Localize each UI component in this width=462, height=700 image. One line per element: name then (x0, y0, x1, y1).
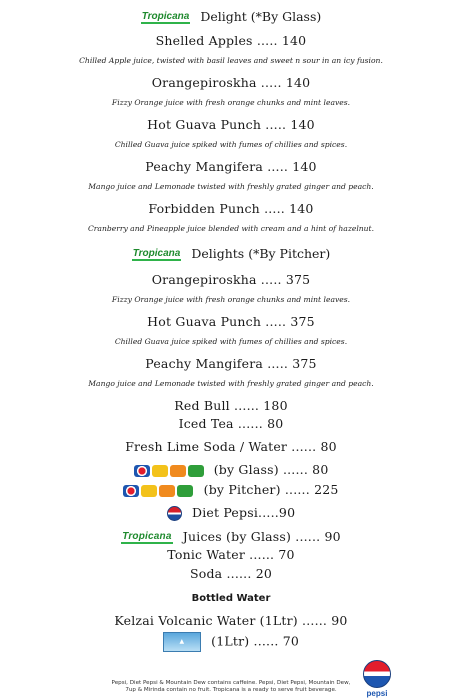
7up-logo-icon (141, 485, 157, 497)
soft-drink-logos (123, 485, 193, 497)
item-text: (1Ltr) ...... 70 (211, 633, 300, 649)
mirinda-logo-icon (170, 465, 186, 477)
menu-item-red-bull: Red Bull ...... 180 (174, 398, 288, 413)
soft-drink-logos (134, 465, 204, 477)
item-text: (by Pitcher) ...... 225 (203, 482, 339, 497)
menu-item: Shelled Apples ..... 140 (155, 33, 307, 48)
menu-item-himalayan (0, 632, 462, 652)
menu-item-kelzai: Kelzai Volcanic Water (1Ltr) ...... 90 (114, 613, 348, 628)
menu-item-soft-drinks-glass (0, 462, 462, 477)
section-heading-glass (0, 9, 462, 24)
item-description: Chilled Guava juice spiked with fumes of chillies and spices. (114, 337, 348, 346)
pepsi-globe-icon (363, 660, 391, 688)
tropicana-logo: Tropicana (122, 531, 172, 542)
mountain-dew-logo-icon (188, 465, 204, 477)
item-text: Juices (by Glass) ...... 90 (182, 529, 341, 544)
pepsi-logo-icon (123, 485, 139, 497)
footer-line: Pepsi, Diet Pepsi & Mountain Dew contains caffeine. Pepsi, Diet Pepsi, Mountain Dew, (111, 680, 351, 686)
mountain-dew-logo-icon (177, 485, 193, 497)
pepsi-globe-icon (167, 506, 182, 521)
pepsi-brand-logo (355, 660, 399, 698)
section-heading-pitcher (0, 246, 462, 261)
footer-line: 7up & Mirinda contain no fruit. Tropicana is a ready to serve fruit beverage. (125, 687, 337, 693)
item-description: Mango juice and Lemonade twisted with freshly grated ginger and peach. (88, 379, 374, 388)
item-description: Fizzy Orange juice with fresh orange chunks and mint leaves. (111, 98, 351, 107)
water-brand-logo-icon: ▲ (163, 632, 201, 652)
menu-item-soft-drinks-pitcher (0, 482, 462, 497)
menu-item: Peachy Mangifera ..... 375 (145, 356, 317, 371)
menu-item: Forbidden Punch ..... 140 (148, 201, 314, 216)
7up-logo-icon (152, 465, 168, 477)
section-title: Delight (*By Glass) (200, 9, 322, 24)
item-text: (by Glass) ...... 80 (213, 462, 329, 477)
menu-item-soda: Soda ...... 20 (189, 566, 273, 581)
item-description: Mango juice and Lemonade twisted with freshly grated ginger and peach. (88, 182, 374, 191)
menu-item: Orangepiroskha ..... 140 (151, 75, 311, 90)
item-description: Chilled Apple juice, twisted with basil leaves and sweet n sour in an icy fusion. (79, 56, 383, 65)
item-description: Cranberry and Pineapple juice blended with cream and a hint of hazelnut. (87, 224, 374, 233)
item-description: Fizzy Orange juice with fresh orange chunks and mint leaves. (111, 295, 351, 304)
tropicana-logo: Tropicana (132, 248, 181, 259)
menu-item-fresh-lime: Fresh Lime Soda / Water ...... 80 (125, 439, 337, 454)
menu-item: Hot Guava Punch ..... 140 (147, 117, 315, 132)
item-text: Diet Pepsi.....90 (191, 505, 296, 520)
menu-item-iced-tea: Iced Tea ...... 80 (178, 416, 284, 431)
section-title: Delights (*By Pitcher) (191, 246, 331, 261)
item-description: Chilled Guava juice spiked with fumes of chillies and spices. (114, 140, 348, 149)
pepsi-wordmark: pepsi (366, 689, 388, 698)
menu-item: Hot Guava Punch ..... 375 (147, 314, 315, 329)
pepsi-logo-icon (134, 465, 150, 477)
menu-item: Orangepiroskha ..... 375 (151, 272, 311, 287)
bottled-water-heading: Bottled Water (191, 593, 271, 604)
menu-item-juices (0, 529, 462, 544)
menu-item-tonic-water: Tonic Water ...... 70 (167, 547, 295, 562)
mirinda-logo-icon (159, 485, 175, 497)
menu-item-diet-pepsi (0, 505, 462, 521)
tropicana-logo: Tropicana (141, 11, 190, 22)
menu-item: Peachy Mangifera ..... 140 (145, 159, 317, 174)
